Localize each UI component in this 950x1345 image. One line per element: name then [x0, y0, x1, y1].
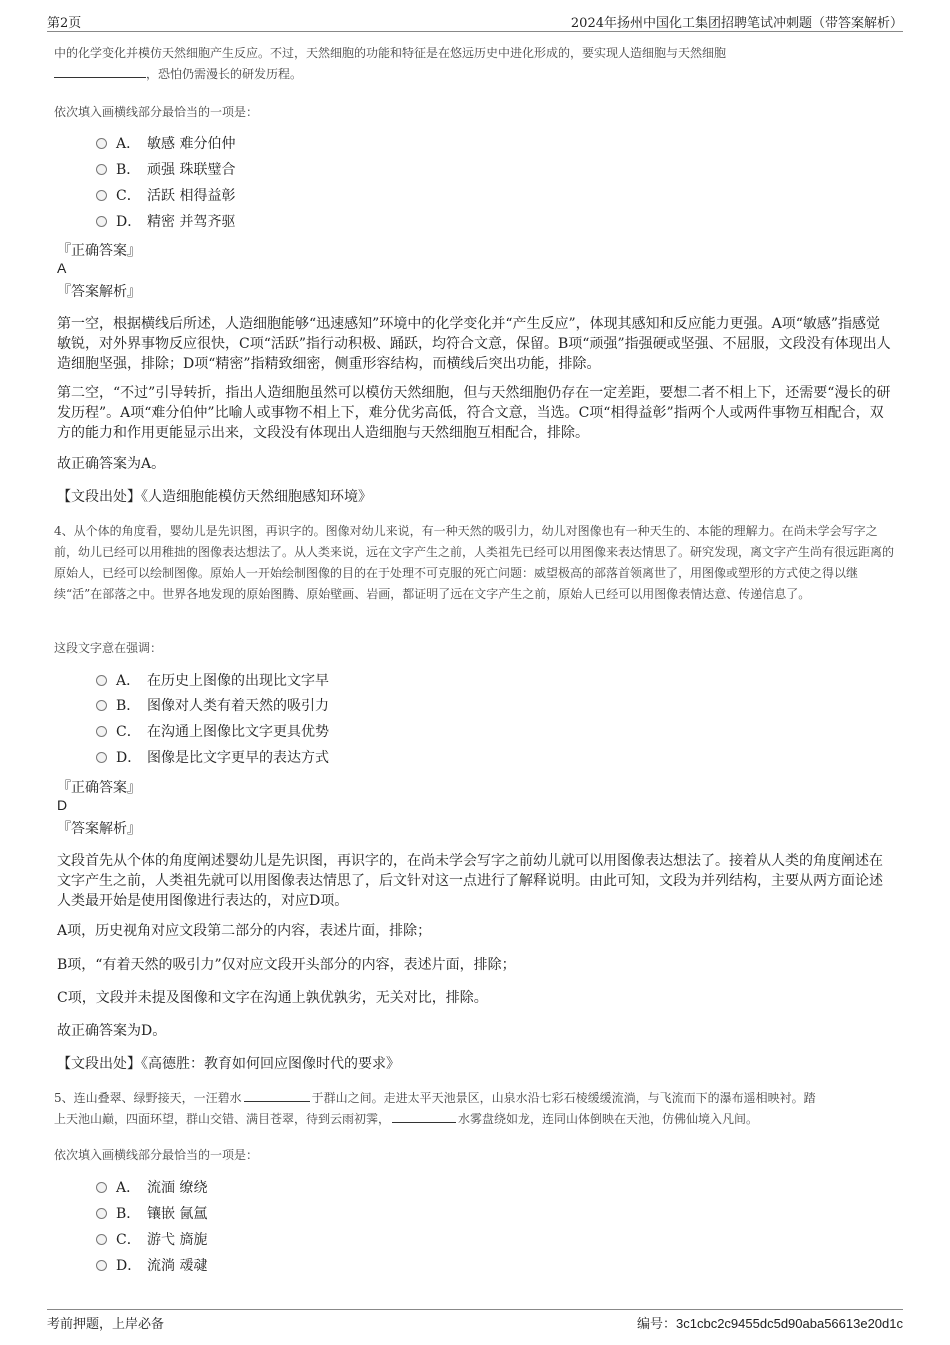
q4-option-b[interactable]: [96, 694, 329, 718]
option-letter: A．: [116, 136, 141, 152]
page-number: 第2页: [47, 16, 82, 31]
q5-stem-text: 5、连山叠翠、绿野接天，一汪碧水: [54, 1091, 242, 1105]
option-letter: B．: [116, 162, 141, 178]
footer-code-label: 编号：: [637, 1317, 677, 1332]
option-letter: B．: [116, 1206, 141, 1222]
radio-icon[interactable]: [96, 700, 107, 711]
q4-analysis-label: 『答案解析』: [57, 821, 141, 837]
q3-analysis-label: 『答案解析』: [57, 284, 141, 300]
option-letter: C．: [116, 1232, 141, 1248]
header-divider: [47, 31, 903, 32]
option-text: 在历史上图像的出现比文字早: [147, 673, 329, 689]
q4-analysis-p2: A项，历史视角对应文段第二部分的内容，表述片面，排除；: [57, 923, 432, 939]
option-text: 图像是比文字更早的表达方式: [147, 750, 329, 766]
q3-stem: [54, 43, 900, 85]
radio-icon[interactable]: [96, 216, 107, 227]
option-letter: D．: [116, 1258, 142, 1274]
q4-option-a[interactable]: [96, 669, 329, 693]
q3-stem-line2-text: ，恐怕仍需漫长的研发历程。: [146, 67, 303, 81]
q4-correct-label: 『正确答案』: [57, 780, 141, 796]
option-text: 精密 并驾齐驱: [147, 214, 236, 230]
q5-stem-text: 水雾盘绕如龙，连同山体倒映在天池，仿佛仙境入凡间。: [458, 1112, 759, 1126]
q4-source: 【文段出处】《高德胜：教育如何回应图像时代的要求》: [57, 1056, 400, 1072]
option-letter: A．: [116, 1180, 141, 1196]
footer-slogan: 考前押题，上岸必备: [47, 1317, 165, 1332]
q5-option-b[interactable]: [96, 1202, 207, 1226]
q5-option-d[interactable]: [96, 1254, 207, 1278]
radio-icon[interactable]: [96, 726, 107, 737]
q3-prompt: 依次填入画横线部分最恰当的一项是：: [54, 105, 259, 119]
q5-stem-line2: [54, 1109, 900, 1130]
q5-prompt: 依次填入画横线部分最恰当的一项是：: [54, 1148, 259, 1162]
q5-stem-text: 上天池山巅，四面环望，群山交错、满目苍翠，待到云雨初霁，: [54, 1112, 391, 1126]
radio-icon[interactable]: [96, 752, 107, 763]
q3-stem-line2: [54, 64, 900, 85]
q5-blank-2: [392, 1110, 456, 1123]
q3-option-a[interactable]: [96, 132, 235, 156]
q3-analysis-conclusion: 故正确答案为A。: [57, 456, 166, 472]
q3-option-c[interactable]: [96, 184, 235, 208]
q4-option-c[interactable]: [96, 720, 329, 744]
q4-correct-answer: D: [57, 797, 68, 813]
q4-prompt: 这段文字意在强调：: [54, 641, 163, 655]
option-letter: C．: [116, 724, 141, 740]
footer-code: [637, 1313, 903, 1332]
document-title: 2024年扬州中国化工集团招聘笔试冲刺题（带答案解析）: [570, 16, 903, 31]
radio-icon[interactable]: [96, 190, 107, 201]
q4-analysis-p1: 文段首先从个体的角度阐述婴幼儿是先识图，再识字的，在尚未学会写字之前幼儿就可以用图像表达想法了。接着从人类的角度阐述在文字产生之前，人类祖先就可以用图像表达情思了，后文针对这一点进行了解释说明。由此可知，文段为并列结构，主要从两方面论述人类最开始是使用图像进行表达的，对应D项。: [57, 853, 883, 909]
option-text: 游弋 旖旎: [147, 1232, 208, 1248]
footer-divider: [47, 1309, 903, 1310]
radio-icon[interactable]: [96, 1208, 107, 1219]
q5-option-a[interactable]: [96, 1176, 207, 1200]
q5-stem-text: 于群山之间。走进太平天池景区，山泉水沿七彩石棱缓缓流淌，与飞流而下的瀑布遥相映衬。踏: [311, 1091, 816, 1105]
option-text: 图像对人类有着天然的吸引力: [147, 698, 329, 714]
q5-option-c[interactable]: [96, 1228, 207, 1252]
option-letter: A．: [116, 673, 141, 689]
option-text: 流淌 叆叇: [147, 1258, 208, 1274]
q3-option-b[interactable]: [96, 158, 235, 182]
option-text: 镶嵌 氤氲: [147, 1206, 208, 1222]
option-text: 活跃 相得益彰: [147, 188, 236, 204]
q5-stem-line1: [54, 1088, 900, 1109]
option-text: 敏感 难分伯仲: [147, 136, 236, 152]
q3-source: 【文段出处】《人造细胞能模仿天然细胞感知环境》: [57, 489, 372, 505]
radio-icon[interactable]: [96, 1260, 107, 1271]
q3-analysis-p2: 第二空，“不过”引导转折，指出人造细胞虽然可以模仿天然细胞，但与天然细胞仍存在一定差距，要想二者不相上下，还需要“漫长的研发历程”。A项“难分伯仲”比喻人或事物不相上下，难分优劣高低，符合文意，当选。C项“相得益彰”指两个人或两件事物互相配合，双方的能力和作用更能显示出来，文段没有体现出人造细胞与天然细胞互相配合，排除。: [57, 385, 891, 441]
q4-stem: 4、从个体的角度看，婴幼儿是先识图，再识字的。图像对幼儿来说，有一种天然的吸引力，幼儿对图像也有一种天生的、本能的理解力。在尚未学会写字之前，幼儿已经可以用稚拙的图像表达想法了。从人类来说，远在文字产生之前，人类祖先已经可以用图像来表达情思了。研究发现，离文字产生尚有很远距离的原始人，已经可以绘制图像。原始人一开始绘制图像的目的在于处理不可克服的死亡问题：威望极高的部落首领离世了，用图像或塑形的方式使之得以继续“活”在部落之中。世界各地发现的原始图腾、原始壁画、岩画，都证明了远在文字产生之前，原始人已经可以用图像表情达意、传递信息了。: [54, 524, 895, 601]
q3-correct-label: 『正确答案』: [57, 243, 141, 259]
q5-blank-1: [244, 1089, 310, 1102]
q3-correct-answer: A: [57, 260, 67, 276]
radio-icon[interactable]: [96, 1234, 107, 1245]
option-text: 流湎 缭绕: [147, 1180, 208, 1196]
q4-analysis-p4: C项，文段并未提及图像和文字在沟通上孰优孰劣，无关对比，排除。: [57, 990, 488, 1006]
q3-option-d[interactable]: [96, 210, 235, 234]
q4-option-d[interactable]: [96, 746, 329, 770]
radio-icon[interactable]: [96, 1182, 107, 1193]
radio-icon[interactable]: [96, 164, 107, 175]
option-letter: B．: [116, 698, 141, 714]
q3-analysis-p1: 第一空，根据横线后所述，人造细胞能够“迅速感知”环境中的化学变化并“产生反应”，体现其感知和反应能力更强。A项“敏感”指感觉敏锐，对外界事物反应很快，C项“活跃”指行动积极、踊跃，均符合文意，保留。B项“顽强”指强硬或坚强、不屈服，文段没有体现出人造细胞坚强，排除；D项“精密”指精致细密，侧重形容结构，而横线后突出功能，排除。: [57, 316, 891, 372]
q3-stem-line1: 中的化学变化并模仿天然细胞产生反应。不过，天然细胞的功能和特征是在悠远历史中进化形成的，要实现人造细胞与天然细胞: [54, 46, 727, 60]
q4-analysis-p3: B项，“有着天然的吸引力”仅对应文段开头部分的内容，表述片面，排除；: [57, 957, 516, 973]
radio-icon[interactable]: [96, 675, 107, 686]
option-text: 顽强 珠联璧合: [147, 162, 236, 178]
option-letter: D．: [116, 214, 142, 230]
q4-analysis-conclusion: 故正确答案为D。: [57, 1023, 167, 1039]
option-text: 在沟通上图像比文字更具优势: [147, 724, 329, 740]
q3-blank: [54, 65, 146, 78]
page-header: [0, 0, 950, 30]
radio-icon[interactable]: [96, 138, 107, 149]
option-letter: C．: [116, 188, 141, 204]
q5-stem: [54, 1088, 900, 1130]
footer-code-value: 3c1cbc2c9455dc5d90aba56613e20d1c: [676, 1316, 903, 1331]
option-letter: D．: [116, 750, 142, 766]
